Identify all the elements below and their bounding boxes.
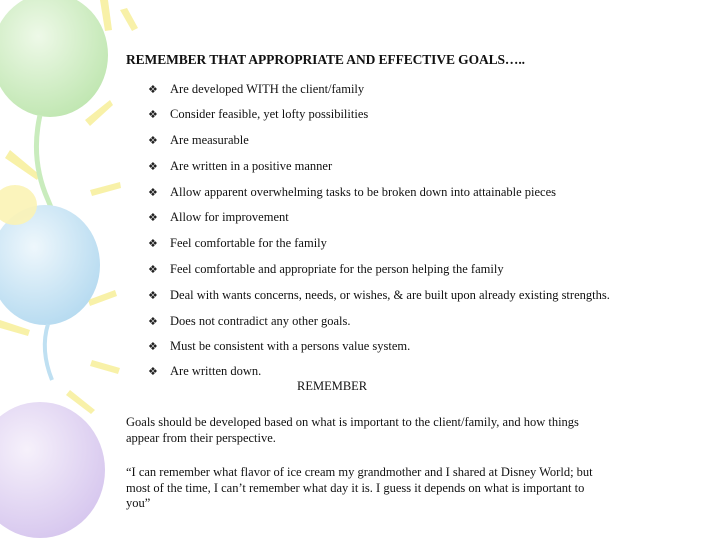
diamond-bullet-icon: ❖ xyxy=(148,134,158,147)
remember-heading: REMEMBER xyxy=(297,379,368,393)
diamond-bullet-icon: ❖ xyxy=(148,340,158,353)
diamond-bullet-icon: ❖ xyxy=(148,108,158,121)
page-title: REMEMBER THAT APPROPRIATE AND EFFECTIVE GOALS….. xyxy=(126,52,525,67)
diamond-bullet-icon: ❖ xyxy=(148,365,158,378)
list-item: ❖ Consider feasible, yet lofty possibilities xyxy=(148,105,368,123)
diamond-bullet-icon: ❖ xyxy=(148,83,158,96)
quote-paragraph: “I can remember what flavor of ice cream my grandmother and I shared at Disney World; but most of the time, I can’t remember what day it is. I guess it depends on what is important to you” xyxy=(126,465,593,510)
list-item: ❖ Allow apparent overwhelming tasks to be broken down into attainable pieces xyxy=(148,183,556,201)
diamond-bullet-icon: ❖ xyxy=(148,237,158,250)
list-item: ❖ Are written down. xyxy=(148,362,261,380)
list-item: ❖ Are measurable xyxy=(148,131,249,149)
perspective-paragraph: Goals should be developed based on what is important to the client/family, and how things appear from their perspective. xyxy=(126,415,579,445)
list-item: ❖ Feel comfortable for the family xyxy=(148,234,327,252)
diamond-bullet-icon: ❖ xyxy=(148,186,158,199)
list-item: ❖ Are developed WITH the client/family xyxy=(148,80,364,98)
list-item: ❖ Deal with wants concerns, needs, or wishes, & are built upon already existing strengths. xyxy=(148,286,610,304)
list-item: ❖ Does not contradict any other goals. xyxy=(148,312,351,330)
list-item: ❖ Allow for improvement xyxy=(148,208,289,226)
list-item: ❖ Feel comfortable and appropriate for the person helping the family xyxy=(148,260,504,278)
diamond-bullet-icon: ❖ xyxy=(148,315,158,328)
diamond-bullet-icon: ❖ xyxy=(148,160,158,173)
list-item: ❖ Must be consistent with a persons value system. xyxy=(148,337,410,355)
diamond-bullet-icon: ❖ xyxy=(148,289,158,302)
diamond-bullet-icon: ❖ xyxy=(148,263,158,276)
diamond-bullet-icon: ❖ xyxy=(148,211,158,224)
list-item: ❖ Are written in a positive manner xyxy=(148,157,332,175)
